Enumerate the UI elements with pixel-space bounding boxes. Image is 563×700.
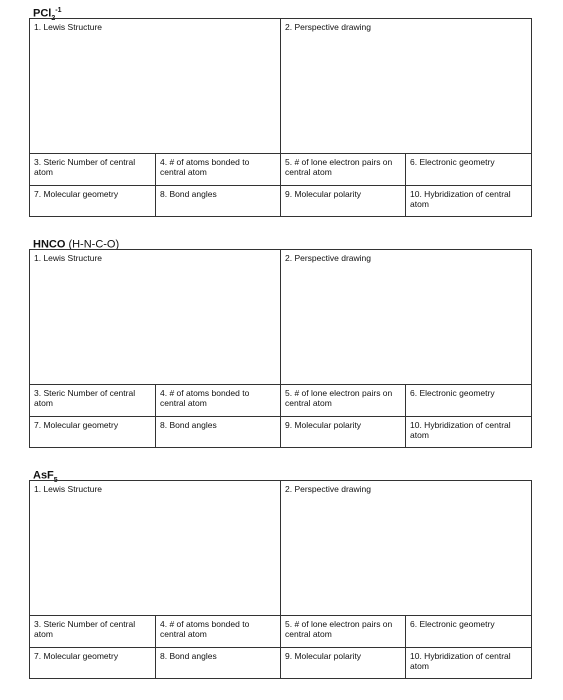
molecular-geometry-cell[interactable]	[30, 186, 155, 216]
electronic-geometry-label: 6. Electronic geometry	[410, 157, 495, 167]
lewis-structure-label: 1. Lewis Structure	[34, 253, 103, 263]
perspective-drawing-cell[interactable]	[281, 19, 531, 153]
lewis-structure-label: 1. Lewis Structure	[34, 22, 103, 32]
bond-angles-cell[interactable]	[156, 186, 280, 216]
hybridization-cell[interactable]	[406, 417, 531, 447]
steric-number-cell[interactable]	[30, 616, 155, 647]
molecular-polarity-cell[interactable]	[281, 648, 405, 678]
section-title-subscript: 2	[51, 14, 56, 22]
hybridization-label: 10. Hybridization of central atom	[410, 189, 511, 209]
bond-angles-label: 8. Bond angles	[160, 651, 217, 661]
steric-number-label: 3. Steric Number of central atom	[34, 388, 136, 408]
section-title-main: AsF	[33, 469, 54, 482]
answer-grid	[29, 18, 532, 217]
molecular-polarity-label: 9. Molecular polarity	[285, 420, 362, 430]
atoms-bonded-label: 4. # of atoms bonded to central atom	[160, 619, 250, 639]
worksheet-section-hnco	[29, 236, 532, 447]
lewis-structure-label: 1. Lewis Structure	[34, 484, 103, 494]
answer-grid	[29, 480, 532, 679]
steric-number-label: 3. Steric Number of central atom	[34, 619, 136, 639]
lone-pairs-label: 5. # of lone electron pairs on central atom	[285, 619, 393, 639]
atoms-bonded-label: 4. # of atoms bonded to central atom	[160, 157, 250, 177]
molecular-geometry-label: 7. Molecular geometry	[34, 420, 119, 430]
lewis-structure-cell[interactable]	[30, 481, 280, 615]
atoms-bonded-cell[interactable]	[156, 616, 280, 647]
section-title-suffix: (H-N-C-O)	[65, 238, 120, 251]
lone-pairs-label: 5. # of lone electron pairs on central atom	[285, 157, 393, 177]
lewis-structure-cell[interactable]	[30, 250, 280, 384]
answer-grid	[29, 249, 532, 448]
steric-number-cell[interactable]	[30, 385, 155, 416]
lone-pairs-label: 5. # of lone electron pairs on central atom	[285, 388, 393, 408]
electronic-geometry-cell[interactable]	[406, 154, 531, 185]
section-title-main: HNCO	[33, 238, 66, 251]
electronic-geometry-cell[interactable]	[406, 616, 531, 647]
atoms-bonded-cell[interactable]	[156, 385, 280, 416]
lone-pairs-cell[interactable]	[281, 616, 405, 647]
perspective-drawing-cell[interactable]	[281, 250, 531, 384]
section-title-superscript: -1	[55, 7, 62, 14]
electronic-geometry-label: 6. Electronic geometry	[410, 619, 495, 629]
bond-angles-cell[interactable]	[156, 417, 280, 447]
steric-number-label: 3. Steric Number of central atom	[34, 157, 136, 177]
section-title-main: PCl	[33, 7, 52, 20]
perspective-drawing-cell[interactable]	[281, 481, 531, 615]
worksheet-section-asf5	[29, 467, 532, 678]
steric-number-cell[interactable]	[30, 154, 155, 185]
lone-pairs-cell[interactable]	[281, 385, 405, 416]
hybridization-label: 10. Hybridization of central atom	[410, 420, 511, 440]
molecular-polarity-label: 9. Molecular polarity	[285, 651, 362, 661]
molecular-geometry-label: 7. Molecular geometry	[34, 189, 119, 199]
molecular-polarity-cell[interactable]	[281, 186, 405, 216]
atoms-bonded-label: 4. # of atoms bonded to central atom	[160, 388, 250, 408]
molecular-geometry-cell[interactable]	[30, 648, 155, 678]
molecular-polarity-cell[interactable]	[281, 417, 405, 447]
worksheet-section-pcl2	[29, 5, 532, 216]
bond-angles-label: 8. Bond angles	[160, 420, 217, 430]
section-title-subscript: 5	[53, 476, 58, 484]
lewis-structure-cell[interactable]	[30, 19, 280, 153]
lone-pairs-cell[interactable]	[281, 154, 405, 185]
bond-angles-label: 8. Bond angles	[160, 189, 217, 199]
perspective-drawing-label: 2. Perspective drawing	[285, 22, 371, 32]
perspective-drawing-label: 2. Perspective drawing	[285, 484, 371, 494]
atoms-bonded-cell[interactable]	[156, 154, 280, 185]
molecular-polarity-label: 9. Molecular polarity	[285, 189, 362, 199]
electronic-geometry-cell[interactable]	[406, 385, 531, 416]
hybridization-cell[interactable]	[406, 186, 531, 216]
electronic-geometry-label: 6. Electronic geometry	[410, 388, 495, 398]
hybridization-cell[interactable]	[406, 648, 531, 678]
hybridization-label: 10. Hybridization of central atom	[410, 651, 511, 671]
bond-angles-cell[interactable]	[156, 648, 280, 678]
molecular-geometry-cell[interactable]	[30, 417, 155, 447]
perspective-drawing-label: 2. Perspective drawing	[285, 253, 371, 263]
molecular-geometry-label: 7. Molecular geometry	[34, 651, 119, 661]
